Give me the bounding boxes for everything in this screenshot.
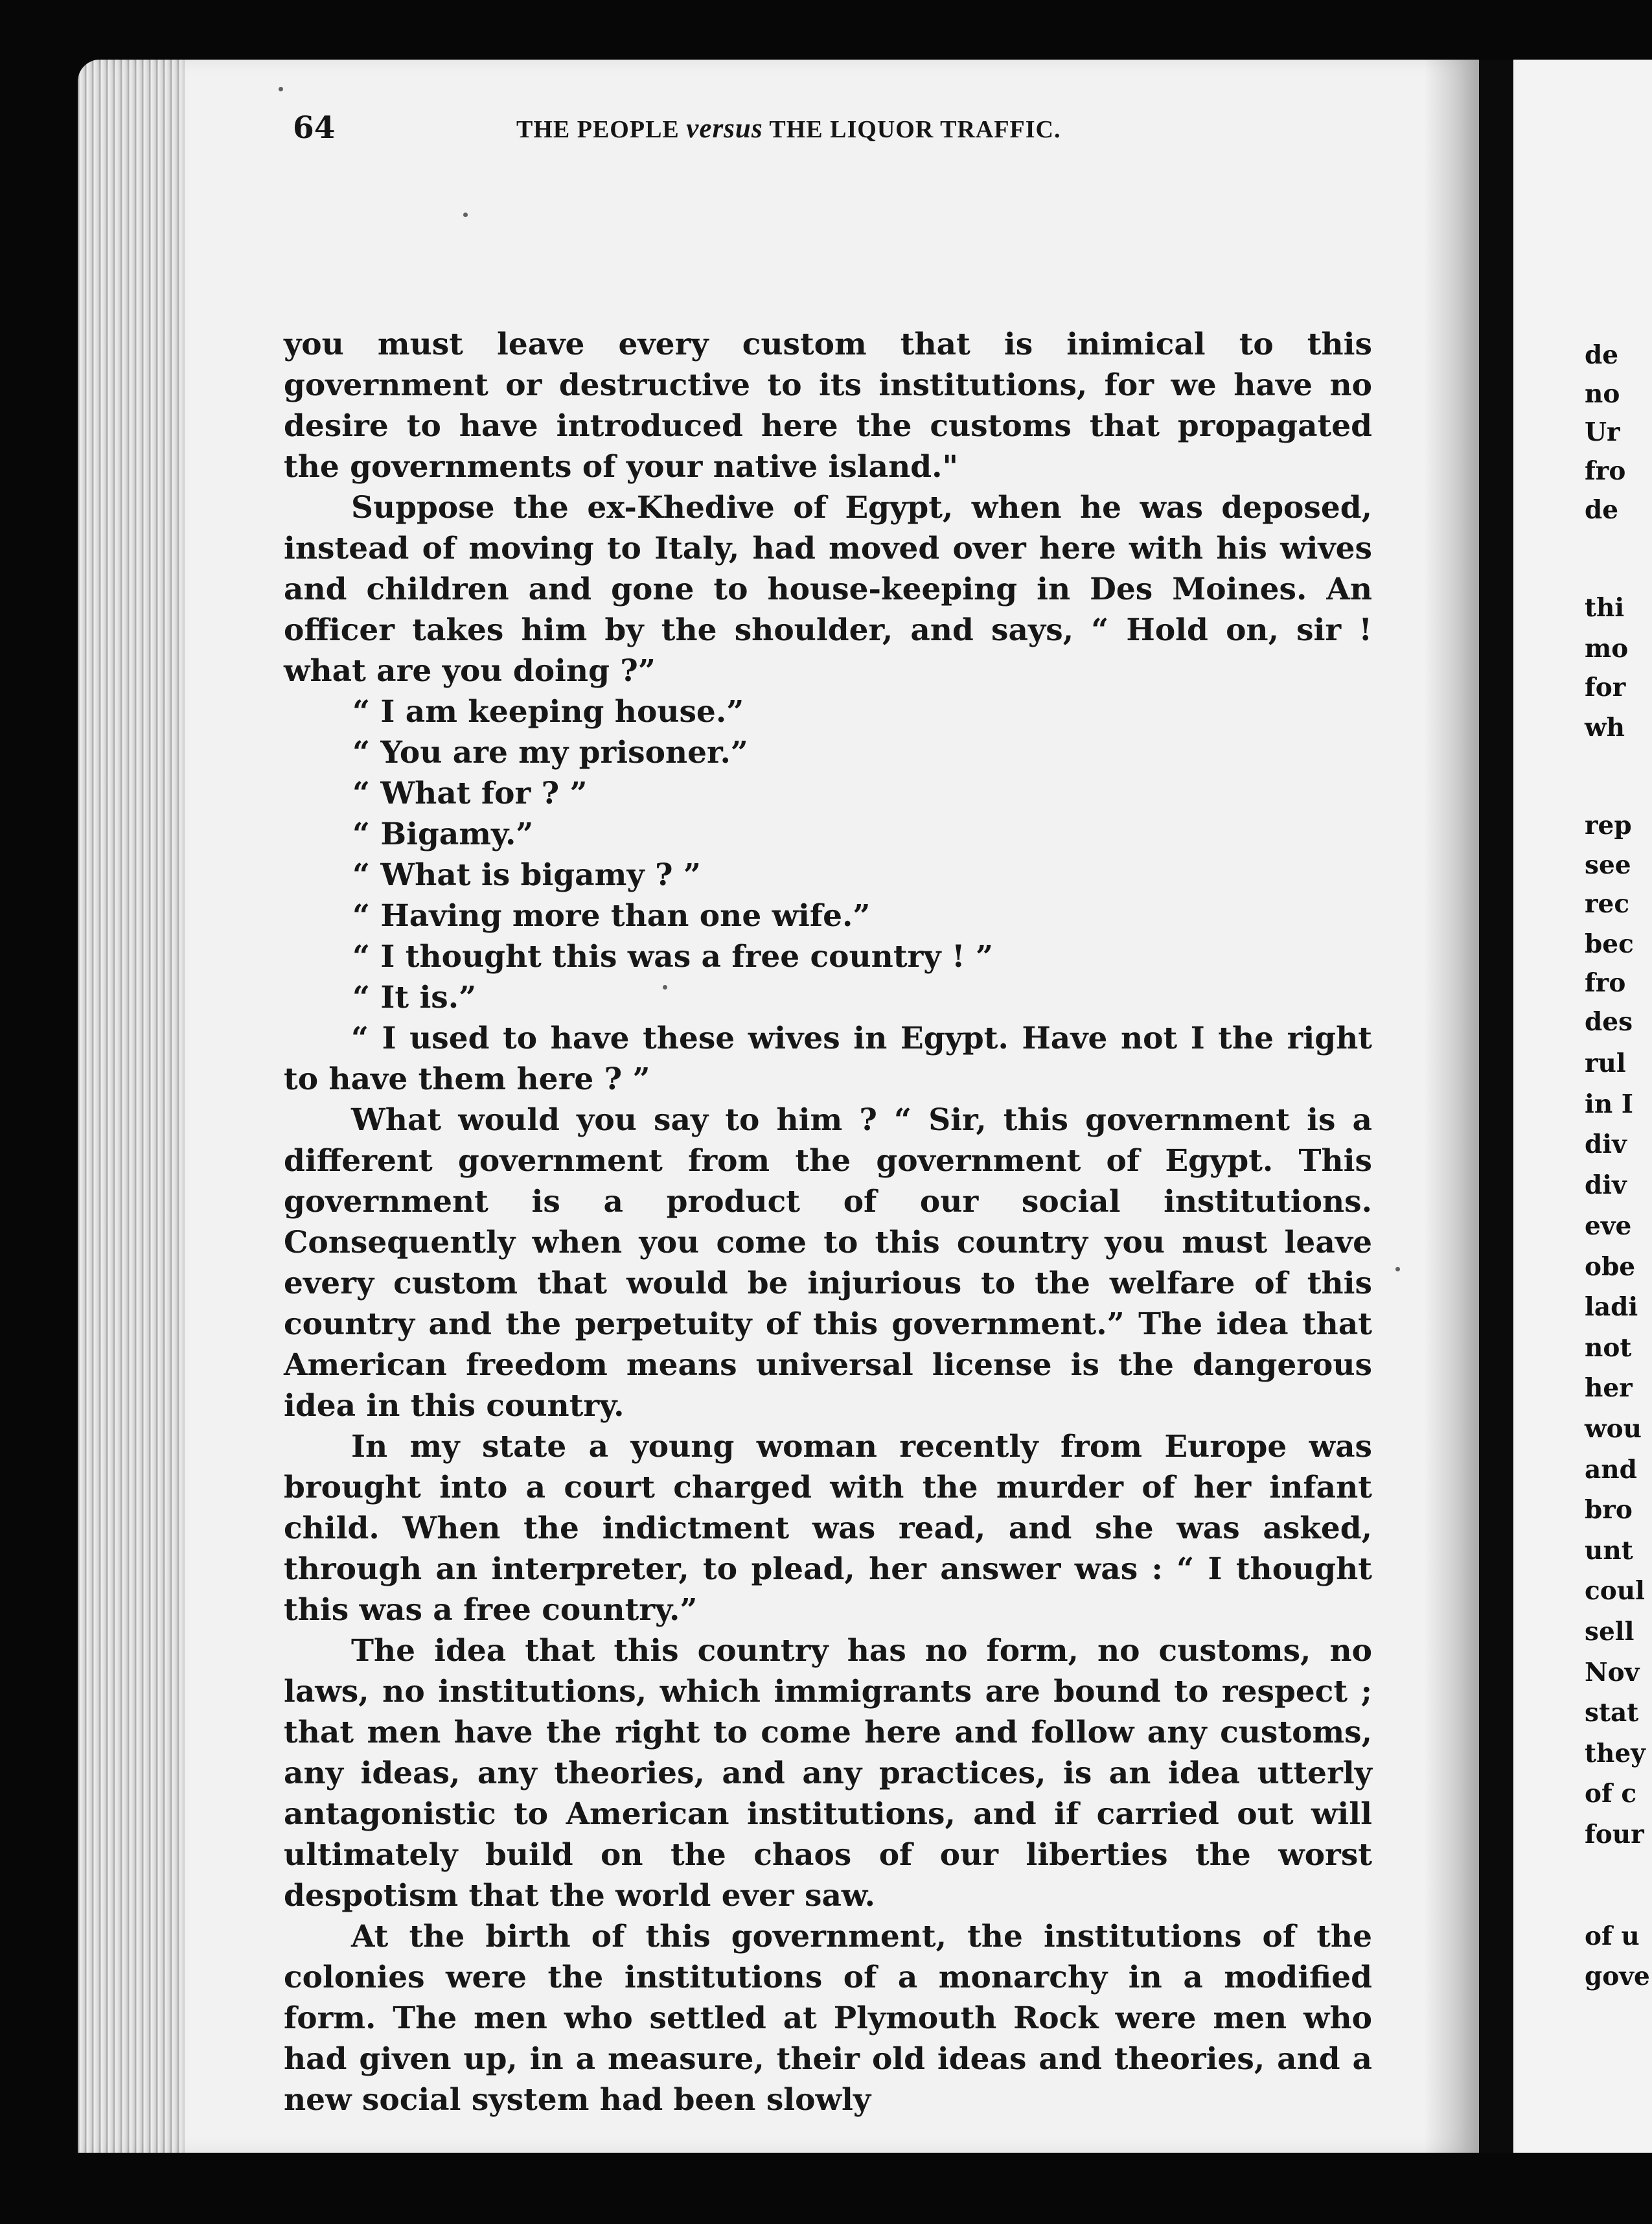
- page-number: 64: [293, 110, 336, 146]
- facing-page-fragment-line: they: [1585, 1739, 1646, 1768]
- facing-page-fragment-line: de: [1585, 340, 1619, 370]
- facing-page-fragment-line: no: [1585, 379, 1620, 409]
- scan-speck: [279, 87, 283, 91]
- facing-page-fragment-line: see: [1585, 850, 1631, 880]
- facing-page-fragment-line: not: [1585, 1333, 1632, 1363]
- facing-page-fragment-line: rul: [1585, 1048, 1626, 1078]
- facing-page-fragment-line: mo: [1585, 634, 1629, 664]
- facing-page-fragment-line: div: [1585, 1170, 1627, 1200]
- facing-page-fragment-line: thi: [1585, 593, 1625, 623]
- facing-page-fragment-line: wou: [1585, 1414, 1642, 1444]
- scan-speck: [1395, 1267, 1400, 1271]
- paragraph-young-woman: In my state a young woman recently from Europe was brought into a court charged with the murder of her infant child. When the indictment was read, and she was asked, through an interpreter, to plead, her answer was : “ I thought this was a free country.”: [284, 1429, 1372, 1628]
- paragraph-no-customs: The idea that this country has no form, no customs, no laws, no institutions, which immigrants are bound to respect ; that men have the right to come here and follow any customs, any ideas, any theories, and any practices, is an idea utterly antagonistic to American institutions, and if carried out will ultimately build on the chaos of our liberties the worst despotism that the world ever saw.: [284, 1633, 1372, 1914]
- facing-page-fragment-line: obe: [1585, 1252, 1636, 1282]
- facing-page-fragment-line: her: [1585, 1373, 1633, 1403]
- facing-page-fragment-line: bec: [1585, 929, 1634, 959]
- running-title-part-2: THE LIQUOR TRAFFIC.: [769, 116, 1061, 143]
- running-title-italic: versus: [686, 113, 763, 144]
- facing-page-fragment-line: in I: [1585, 1089, 1633, 1119]
- facing-page-fragment-line: for: [1585, 673, 1626, 702]
- dialogue-line: “ I thought this was a free country ! ”: [352, 939, 993, 975]
- facing-page-fragment-line: fro: [1585, 968, 1626, 998]
- facing-page-fragment-line: bro: [1585, 1495, 1633, 1525]
- facing-page-fragment-line: des: [1585, 1007, 1633, 1037]
- paragraph-continuation: you must leave every custom that is inimical to this government or destructive to its institutions, for we have no desire to have introduced here the customs that propagated the governments of your native island.": [284, 327, 1372, 485]
- dialogue-line: “ What is bigamy ? ”: [352, 857, 701, 893]
- dialogue-line: “ Bigamy.”: [352, 817, 534, 852]
- facing-page-fragment-line: div: [1585, 1129, 1627, 1159]
- facing-page-fragment-line: unt: [1585, 1536, 1633, 1566]
- facing-page-fragment-line: stat: [1585, 1698, 1639, 1728]
- scan-speck: [663, 985, 667, 990]
- right-book-page-fragment: [1513, 60, 1652, 2153]
- dialogue-line: “ What for ? ”: [352, 776, 588, 811]
- dialogue-line: “ It is.”: [352, 980, 477, 1015]
- dialogue-paragraph: “ I used to have these wives in Egypt. Have not I the right to have them here ? ”: [284, 1021, 1372, 1097]
- facing-page-fragment-line: coul: [1585, 1576, 1645, 1606]
- book-gutter: [1479, 60, 1513, 2153]
- running-head: [293, 105, 1394, 154]
- dialogue-line: “ Having more than one wife.”: [352, 898, 871, 934]
- running-title: [516, 108, 1261, 151]
- dialogue-line: “ I am keeping house.”: [352, 694, 744, 730]
- running-title-part-1: THE PEOPLE: [516, 116, 680, 143]
- paragraph-khedive: Suppose the ex-Khedive of Egypt, when he was deposed, instead of moving to Italy, had moved over here with his wives and children and gone to house-keeping in Des Moines. An officer takes him by the shoulder, and says, “ Hold on, sir ! what are you doing ?”: [284, 490, 1372, 689]
- facing-page-fragment-line: of c: [1585, 1779, 1637, 1809]
- facing-page-fragment-line: eve: [1585, 1211, 1632, 1241]
- scan-speck: [463, 213, 468, 217]
- facing-page-fragment-line: ladi: [1585, 1292, 1638, 1322]
- page-body-text: [284, 324, 1372, 2120]
- facing-page-fragment-line: four: [1585, 1820, 1644, 1849]
- facing-page-fragment-line: wh: [1585, 713, 1625, 743]
- facing-page-fragment-line: sell: [1585, 1617, 1635, 1647]
- paragraph-birth-of-government: At the birth of this government, the institutions of the colonies were the institutions of a monarchy in a modified form. The men who settled at Plymouth Rock were men who had given up, in a measure, their old ideas and theories, and a new social system had been slowly: [284, 1919, 1372, 2118]
- facing-page-fragment-line: gove: [1585, 1962, 1650, 1991]
- page-edge-stack: [78, 60, 185, 2153]
- facing-page-fragment-line: fro: [1585, 456, 1626, 486]
- dialogue-line: “ You are my prisoner.”: [352, 735, 748, 770]
- facing-page-fragment-line: de: [1585, 495, 1619, 525]
- paragraph-government: What would you say to him ? “ Sir, this government is a different government from the government of Egypt. This government is a product of our social institutions. Consequently when you come to this country you must leave every custom that would be injurious to the welfare of this country and the perpetuity of this government.” The idea that American freedom means universal license is the dangerous idea in this country.: [284, 1102, 1372, 1424]
- facing-page-fragment-line: Ur: [1585, 417, 1620, 447]
- facing-page-fragment-line: and: [1585, 1455, 1637, 1485]
- facing-page-fragment-line: of u: [1585, 1921, 1640, 1951]
- facing-page-fragment-line: rec: [1585, 889, 1630, 919]
- facing-page-fragment-line: rep: [1585, 811, 1632, 840]
- gutter-shadow: [1424, 60, 1479, 2153]
- facing-page-fragment-line: Nov: [1585, 1658, 1640, 1687]
